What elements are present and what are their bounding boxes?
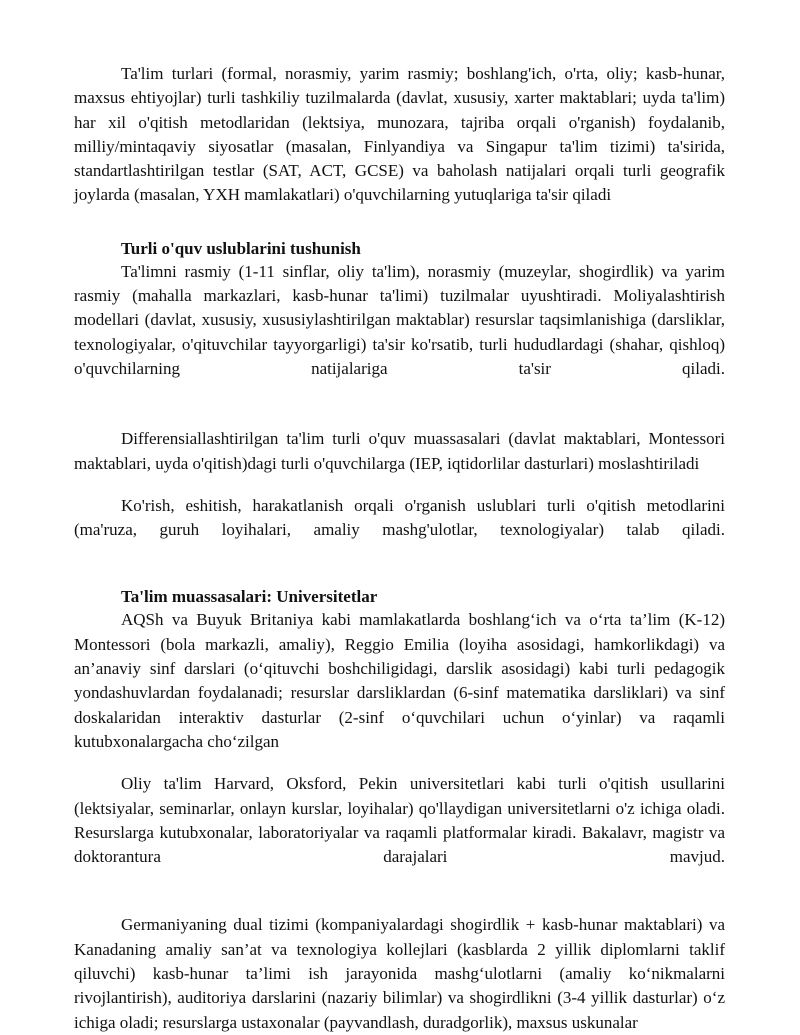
paragraph-k12: AQSh va Buyuk Britaniya kabi mamlakatlarda boshlang‘ich va o‘rta ta’lim (K-12) Montessori (bola markazli, amaliy), Reggio Emilia (loyiha asosidagi, hamkorlikdagi) va an’anaviy sinf darslari (o‘qituvchi boshchiligidagi, darslik asosidagi) kabi turli pedagogik yondashuvlardan foydalanadi; resurslar darsliklardan (6-sinf matematika darsliklari) va sinf doskalaridan interaktiv dasturlar (2-sinf o‘quvchilari uchun o‘yinlar) va raqamli kutubxonalargacha cho‘zilgan: [74, 610, 725, 751]
paragraph-learning-modalities: Ko'rish, eshitish, harakatlanish orqali o'rganish uslublari turli o'qitish metodlarini (ma'ruza, guruh loyihalari, amaliy mashg'ulotlar, texnologiyalar) talab qiladi.: [74, 495, 725, 540]
paragraph-higher-education: Oliy ta'lim Harvard, Oksford, Pekin universitetlari kabi turli o'qitish usullarini (lektsiyalar, seminarlar, onlayn kurslar, loyihalar) qo'llaydigan universitetlarni o'z ichiga oladi. Resurslarga kutubxonalar, laboratoriyalar va raqamli platformalar kiradi. Bakalavr, magistr va doktorantura darajalari mavjud.: [74, 774, 725, 867]
heading-learning-styles: Turli o'quv uslublarini tushunish: [121, 238, 361, 258]
paragraph-differentiated: Differensiallashtirilgan ta'lim turli o'quv muassasalari (davlat maktablari, Montessori maktablari, uyda o'qitish)dagi turli o'quvchilarga (IEP, iqtidorlilar dasturlari) moslashtiriladi: [74, 429, 725, 473]
paragraph-education-types: Ta'lim turlari (formal, norasmiy, yarim rasmiy; boshlang'ich, o'rta, oliy; kasb-hunar, maxsus ehtiyojlar) turli tashkiliy tuzilmalarda (davlat, xususiy, xarter maktablari; uyda ta'lim) har xil o'qitish metodlaridan (lektsiya, munozara, tajriba orqali o'rganish) foydalanib, milliy/mintaqaviy siyosatlar (masalan, Finlyandiya va Singapur ta'lim tizimi) ta'sirida, standartlashtirilgan testlar (SAT, ACT, GCSE) va baholash natijalari orqali turli geografik joylarda (masalan, YXH mamlakatlari) o'quvchilarning yutuqlariga ta'sir qiladi: [74, 64, 725, 205]
paragraph-vocational: Germaniyaning dual tizimi (kompaniyalardagi shogirdlik + kasb-hunar maktablari) va Kanadaning amaliy san’at va texnologiya kollejlari (kasblarda 2 yillik diplomlarni taklif qiluvchi) kasb-hunar ta’limi ish jarayonida mashg‘ulotlarni (amaliy ko‘nikmalarni rivojlantirish), auditoriya darslarini (nazariy bilimlar) va shogirdlikni (3-4 yillik dasturlar) o‘z ichiga oladi; resurslarga ustaxonalar (payvandlash, duradgorlik), maxsus uskunalar: [74, 915, 725, 1032]
paragraph-formal-informal: Ta'limni rasmiy (1-11 sinflar, oliy ta'lim), norasmiy (muzeylar, shogirdlik) va yarim rasmiy (mahalla markazlari, kasb-hunar ta'limi) tuzilmalar uyushtiradi. Moliyalashtirish modellari (davlat, xususiy, xususiylashtirilgan maktablar) resurslar taqsimlanishiga (darsliklar, texnologiyalar, o'qituvchilar tayyorgarligi) ta'sir ko'rsatib, turli hududlardagi (shahar, qishloq) o'quvchilarning natijalariga ta'sir qiladi.: [74, 261, 725, 378]
document-body: [74, 62, 725, 1035]
heading-universities: Ta'lim muassasalari: Universitetlar: [121, 587, 378, 607]
